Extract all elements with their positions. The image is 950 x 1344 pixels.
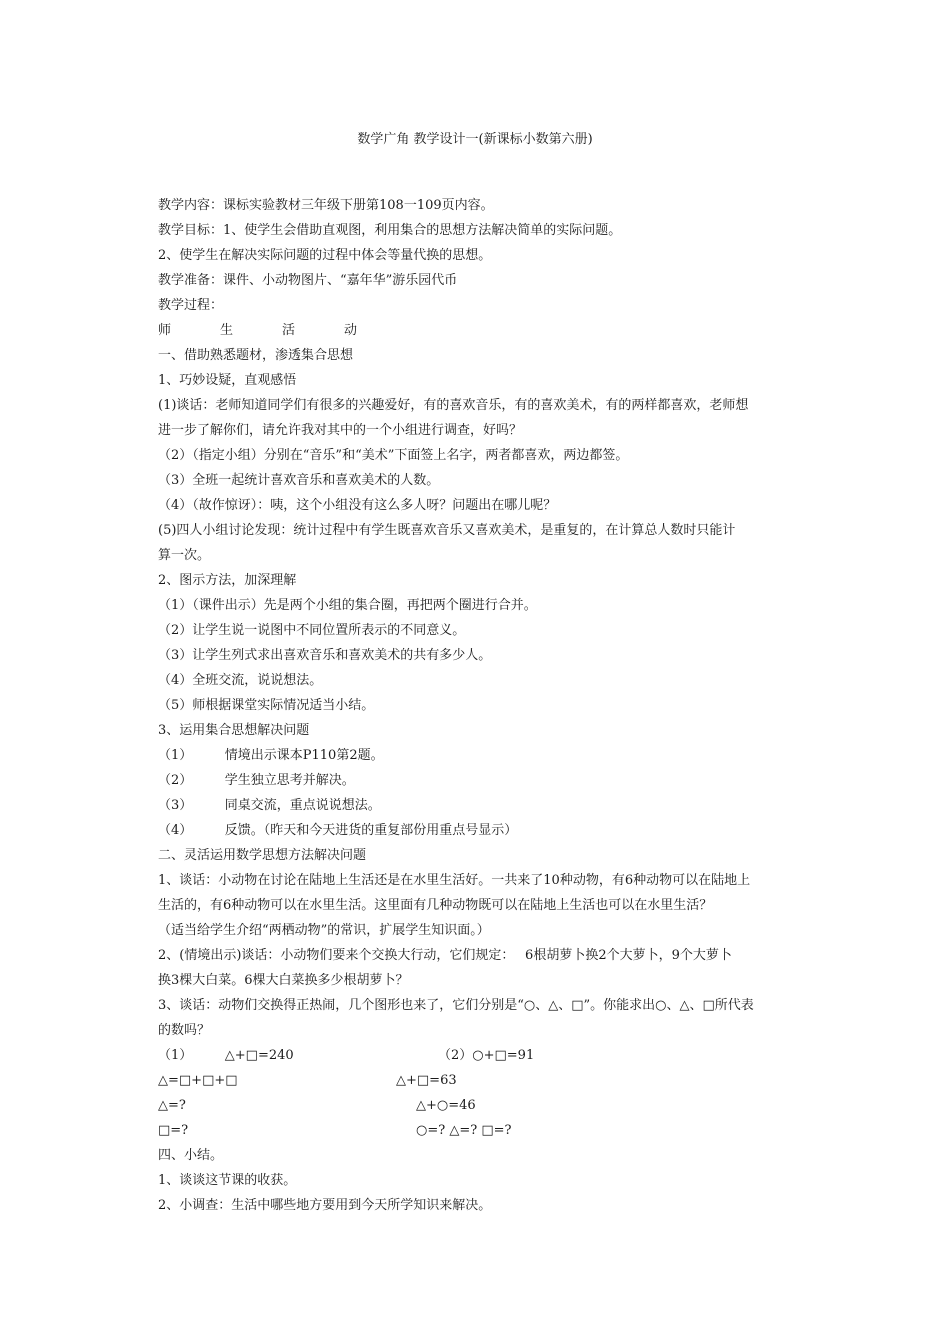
paragraph-line: 1、谈话：小动物在讨论在陆地上生活还是在水里生活好。一共来了10种动物，有6种动物可以在陆地上 (158, 873, 751, 888)
problem-right: （2）○+□=91 (438, 1048, 535, 1063)
paragraph-line: （2） 学生独立思考并解决。 (158, 773, 355, 788)
activity-header (158, 319, 798, 343)
subsection-heading: 3、运用集合思想解决问题 (158, 723, 310, 738)
activity-header-char: 师 (158, 323, 172, 338)
problem-left: （1） △+□=240 (158, 1048, 294, 1063)
paragraph-line: （5）师根据课堂实际情况适当小结。 (158, 698, 375, 713)
problem-left: △=? (158, 1098, 186, 1113)
problem-row (158, 1069, 798, 1093)
problem-right: △+○=46 (416, 1098, 476, 1113)
teaching-goal-2: 2、使学生在解决实际问题的过程中体会等量代换的思想。 (158, 248, 492, 263)
problem-right: △+□=63 (396, 1073, 457, 1088)
paragraph-line: （适当给学生介绍“两栖动物”的常识，扩展学生知识面。） (158, 923, 490, 938)
teaching-process-heading: 教学过程： (158, 298, 224, 313)
subsection-heading: 1、巧妙设疑，直观感悟 (158, 373, 297, 388)
section-heading: 四、小结。 (158, 1148, 224, 1163)
paragraph-line: 2、(情境出示)谈话：小动物们要来个交换大行动，它们规定： 6根胡萝卜换2个大萝卜，9个大萝卜 (158, 948, 732, 963)
paragraph-line: （4）（故作惊讶）：咦，这个小组没有这么多人呀？问题出在哪儿呢？ (158, 498, 557, 513)
problem-left: □=? (158, 1123, 189, 1138)
paragraph-line: （4）全班交流，说说想法。 (158, 673, 323, 688)
section-heading: 二、灵活运用数学思想方法解决问题 (158, 848, 367, 863)
paragraph-line: 的数吗？ (158, 1023, 211, 1038)
paragraph-line: 进一步了解你们，请允许我对其中的一个小组进行调查，好吗？ (158, 423, 523, 438)
paragraph-line: 生活的，有6种动物可以在水里生活。这里面有几种动物既可以在陆地上生活也可以在水里生活？ (158, 898, 713, 913)
paragraph-line: (1)谈话：老师知道同学们有很多的兴趣爱好，有的喜欢音乐，有的喜欢美术，有的两样都喜欢，老师想 (158, 398, 749, 413)
paragraph-line: （3）全班一起统计喜欢音乐和喜欢美术的人数。 (158, 473, 440, 488)
teaching-goal-1: 教学目标：1、使学生会借助直观图，利用集合的思想方法解决简单的实际问题。 (158, 223, 622, 238)
paragraph-line: 换3棵大白菜。6棵大白菜换多少根胡萝卜？ (158, 973, 409, 988)
problem-row (158, 1119, 798, 1143)
paragraph-line: （1）（课件出示）先是两个小组的集合圈，再把两个圈进行合并。 (158, 598, 537, 613)
paragraph-line: 2、小调查：生活中哪些地方要用到今天所学知识来解决。 (158, 1198, 492, 1213)
paragraph-line: （2）让学生说一说图中不同位置所表示的不同意义。 (158, 623, 466, 638)
paragraph-line: （1） 情境出示课本P110第2题。 (158, 748, 384, 763)
paragraph-line: (5)四人小组讨论发现：统计过程中有学生既喜欢音乐又喜欢美术，是重复的，在计算总人数时只能计 (158, 523, 736, 538)
problem-left: △=□+□+□ (158, 1073, 238, 1088)
section-heading: 一、借助熟悉题材，渗透集合思想 (158, 348, 354, 363)
problem-row (158, 1044, 798, 1068)
paragraph-line: 3、谈话：动物们交换得正热闹，几个图形也来了，它们分别是“○、△、□”。你能求出○、△、□所代表 (158, 998, 754, 1013)
teaching-content: 教学内容：课标实验教材三年级下册第108一109页内容。 (158, 198, 494, 213)
paragraph-line: （3） 同桌交流，重点说说想法。 (158, 798, 381, 813)
problem-right: ○=? △=? □=? (416, 1123, 512, 1138)
paragraph-line: 1、谈谈这节课的收获。 (158, 1173, 297, 1188)
teaching-preparation: 教学准备：课件、小动物图片、“嘉年华”游乐园代币 (158, 273, 458, 288)
paragraph-line: 算一次。 (158, 548, 211, 563)
activity-header-char: 生 (220, 323, 234, 338)
subsection-heading: 2、图示方法，加深理解 (158, 573, 297, 588)
paragraph-line: （2）（指定小组）分别在“音乐”和“美术”下面签上名字，两者都喜欢，两边都签。 (158, 448, 629, 463)
activity-header-char: 活 (282, 323, 296, 338)
activity-header-char: 动 (344, 323, 358, 338)
document-title: 数学广角 教学设计一(新课标小数第六册) (357, 132, 593, 147)
paragraph-line: （3）让学生列式求出喜欢音乐和喜欢美术的共有多少人。 (158, 648, 492, 663)
problem-row (158, 1094, 798, 1118)
paragraph-line: （4） 反馈。（昨天和今天进货的重复部份用重点号显示） (158, 823, 518, 838)
